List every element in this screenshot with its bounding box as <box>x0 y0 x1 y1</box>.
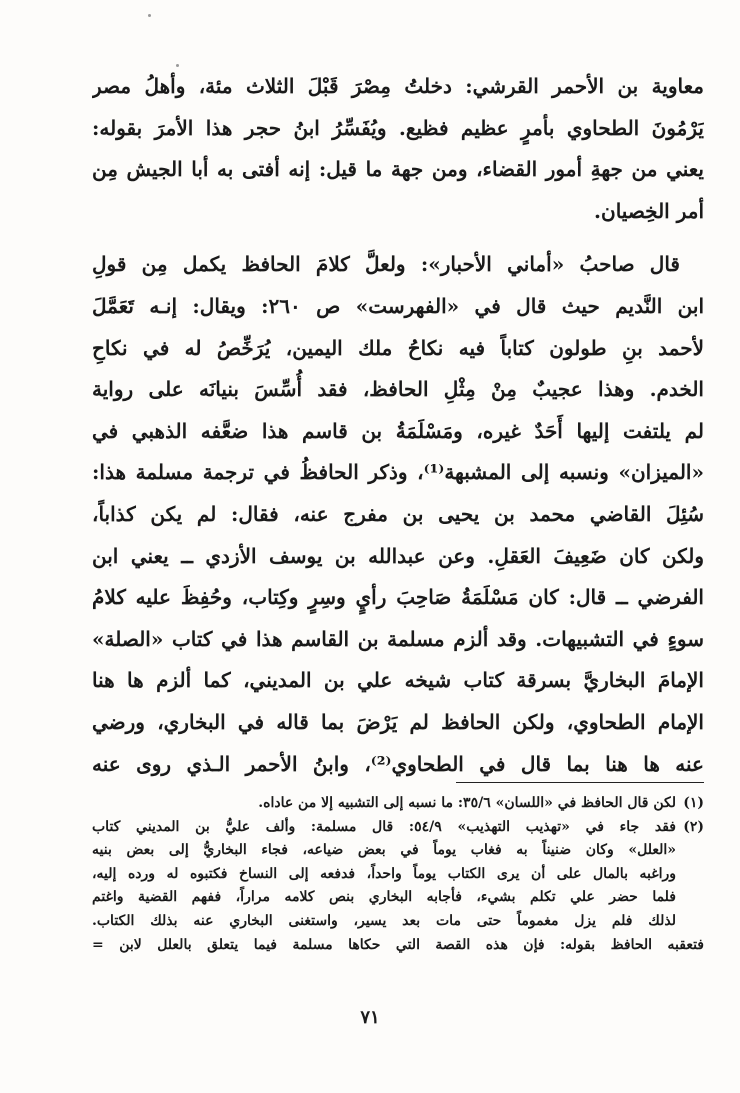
text-line: يعني من جهةِ أمور القضاء، ومن جهة ما قيل: إنه أفتى به أبا الجيش مِن <box>92 157 704 182</box>
text-line: الإمامَ البخاريَّ بسرقة كتاب شيخه علي بن المديني، كما ألزم ها هنا <box>92 668 704 693</box>
footnote-line: «العلل» وكان ضنيناً به فغاب يوماً في بعض ضياعه، فجاء البخاريُّ إلى بعض بنيه <box>92 842 676 859</box>
footnote-number: (٢) <box>683 818 704 835</box>
footnote-line: فلما حضر علي تكلم بشيء، فأجابه البخاري بنص كلامه مراراً، ففهم القضية واغتم <box>92 889 676 906</box>
paragraph-gap <box>92 232 704 244</box>
footnote-number: (١) <box>683 795 704 811</box>
text-line: عنه ها هنا بما قال في الطحاوي⁽²⁾، وابنُ الأحمر الـذي روى عنه <box>92 751 704 776</box>
footnotes <box>92 792 704 957</box>
main-text <box>92 66 704 785</box>
footnote-line: وراغبه بالمال على أن يرى الكتاب يوماً واحداً، فدفعه إلى النساخ فكتبوه له ورده إليه، <box>92 865 676 882</box>
text-line: ابن النَّديم حيث قال في «الفهرست» ص ٢٦٠: ويقال: إنـه تَعَمَّلَ <box>92 293 704 318</box>
footnote-text: لكن قال الحافظ في «اللسان» ٣٥/٦: ما نسبه إلى التشبيه إلا من عاداه. <box>258 795 676 811</box>
text-line: أمر الخِصيان. <box>594 198 704 223</box>
footnote-1 <box>92 792 704 816</box>
text-line: يَرْمُونَ الطحاوي بأمرٍ عظيم فظيع. ويُفَسِّرُ ابنُ حجر هذا الأمرَ بقوله: <box>92 115 704 140</box>
page-number: ٧١ <box>360 1007 380 1028</box>
text-line: الإمام الطحاوي، ولكن الحافظ لم يَرْضَ بما قاله في البخاري، ورضي <box>92 709 704 734</box>
footnote-2 <box>92 816 704 840</box>
footnote-separator <box>456 782 704 783</box>
text-line: سوءٍ في التشبيهات. وقد ألزم مسلمة بن القاسم هذا في كتاب «الصلة» <box>92 626 704 651</box>
footnote-line: فتعقبه الحافظ بقوله: فإن هذه القصة التي حكاها مسلمة فيما يتعلق بالعلل لابن = <box>92 936 704 953</box>
footnote-text: فقد جاء في «تهذيب التهذيب» ٥٤/٩: قال مسلمة: وألف عليُّ بن المديني كتاب <box>92 818 676 835</box>
text-line: قال صاحبُ «أماني الأحبار»: ولعلَّ كلامَ الحافظ يكمل مِن قولِ <box>92 252 680 277</box>
text-line: لم يلتفت إليها أَحَدٌ غيره، ومَسْلَمَةُ بن قاسم هذا ضعَّفه الذهبي في <box>92 418 704 443</box>
scan-speck <box>148 14 151 17</box>
text-line: الخدم. وهذا عجيبٌ مِنْ مِثْلِ الحافظ، فقد أُسِّسَ بنيانَه على رواية <box>92 377 704 402</box>
scan-speck <box>176 64 179 67</box>
text-line: سُئِلَ القاضي محمد بن يحيى بن مفرج عنه، فقال: لم يكن كذاباً، <box>92 501 704 526</box>
text-line: لأحمد بنِ طولون كتاباً فيه نكاحُ ملك اليمين، يُرَخِّصُ له في نكاحِ <box>92 335 704 360</box>
text-line: ولكن كان ضَعِيفَ العَقلِ. وعن عبدالله بن يوسف الأزدي ــ يعني ابن <box>92 543 704 568</box>
text-line: «الميزان» ونسبه إلى المشبهة⁽¹⁾، وذكر الحافظُ في ترجمة مسلمة هذا: <box>92 460 704 485</box>
text-line: الفرضي ــ قال: كان مَسْلَمَةُ صَاحِبَ رأيٍ وسِرٍ وكِتاب، وحُفِظَ عليه كلامُ <box>92 585 704 610</box>
footnote-line: لذلك فلم يزل مغموماً حتى مات بعد يسير، واستغنى البخاري عنه بذلك الكتاب. <box>92 912 676 929</box>
text-line: معاوية بن الأحمر القرشي: دخلتُ مِصْرَ قَبْلَ الثلاث مئة، وأهلُ مصر <box>92 74 704 98</box>
